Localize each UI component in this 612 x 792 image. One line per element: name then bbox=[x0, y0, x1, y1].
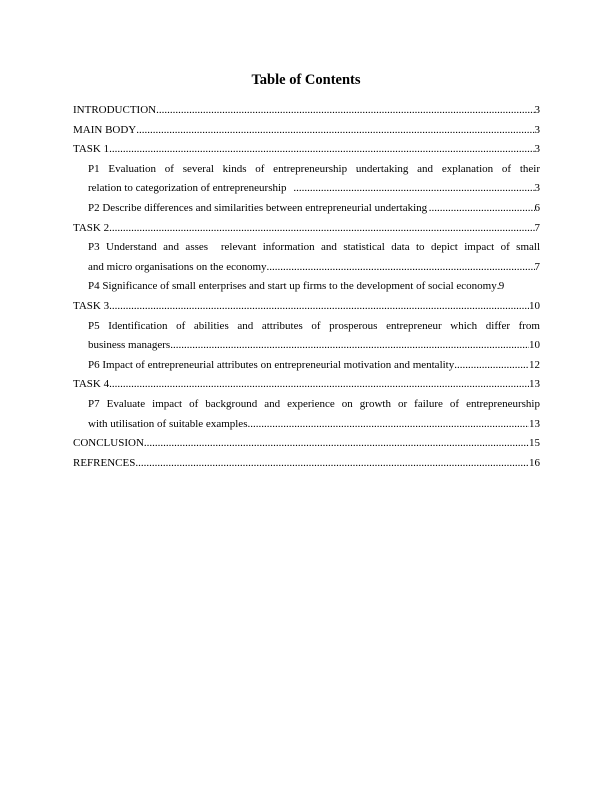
toc-entry-text-line1: P1 Evaluation of several kinds of entrepreneurship undertaking and explanation of their bbox=[88, 162, 540, 175]
toc-entry-text: relation to categorization of entrepreneurship bbox=[88, 182, 287, 195]
toc-page-number: 3 bbox=[534, 104, 540, 116]
toc-entry-task-1[interactable] bbox=[73, 140, 540, 160]
toc-entry-text: MAIN BODY bbox=[73, 123, 137, 136]
toc-entry-text-line1: P5 Identification of abilities and attributes of prosperous entrepreneur which differ from bbox=[88, 319, 540, 332]
toc-entry-p7[interactable] bbox=[73, 395, 540, 434]
toc-entry-text: with utilisation of suitable examples bbox=[88, 417, 248, 430]
toc-entry-p3[interactable] bbox=[73, 238, 540, 277]
toc-page-number: 3 bbox=[534, 143, 540, 156]
toc-entry-text: TASK 4 bbox=[73, 378, 110, 391]
toc-title: Table of Contents bbox=[251, 72, 361, 88]
toc-leader-dots bbox=[109, 375, 529, 395]
toc-page-number: 15 bbox=[529, 437, 540, 450]
toc-entry-references[interactable] bbox=[73, 454, 540, 474]
toc-page-number: 16 bbox=[529, 456, 540, 469]
toc-entry-text: P2 Describe differences and similarities between entrepreneurial undertaking bbox=[88, 201, 428, 214]
toc-leader-dots bbox=[170, 336, 529, 356]
toc-entry-text: TASK 3 bbox=[73, 299, 110, 312]
table-of-contents bbox=[73, 101, 540, 473]
toc-entry-text-line1: P7 Evaluate impact of background and experience on growth or failure of entrepreneurship bbox=[88, 397, 540, 410]
toc-leader-dots bbox=[454, 356, 529, 376]
toc-entry-text: INTRODUCTION bbox=[73, 104, 157, 116]
toc-leader-dots bbox=[109, 297, 529, 317]
toc-leader-dots bbox=[293, 179, 534, 199]
toc-page-number: 7 bbox=[534, 221, 540, 234]
toc-leader-dots bbox=[156, 101, 534, 121]
toc-page-number: 6 bbox=[534, 201, 540, 214]
toc-entry-text: TASK 1 bbox=[73, 143, 110, 156]
toc-page-number: 7 bbox=[534, 260, 540, 273]
toc-page-number: 9 bbox=[498, 280, 505, 293]
toc-entry-p5[interactable] bbox=[73, 317, 540, 356]
toc-entry-text: TASK 2 bbox=[73, 221, 110, 234]
toc-entry-conclusion[interactable] bbox=[73, 434, 540, 454]
toc-entry-p6[interactable] bbox=[73, 356, 540, 376]
toc-page-number: 13 bbox=[529, 417, 540, 430]
toc-page-number: 3 bbox=[534, 182, 540, 195]
toc-entry-text: CONCLUSION bbox=[73, 437, 144, 450]
toc-page-number: 12 bbox=[529, 358, 540, 371]
toc-leader-dots bbox=[144, 434, 529, 454]
toc-leader-dots bbox=[136, 121, 534, 141]
toc-leader-dots bbox=[247, 415, 529, 435]
toc-entry-text: P6 Impact of entrepreneurial attributes on entrepreneurial motivation and mentality bbox=[88, 358, 455, 371]
toc-entry-task-4[interactable] bbox=[73, 375, 540, 395]
toc-page-number: 3 bbox=[534, 123, 540, 136]
toc-leader-dots bbox=[429, 199, 535, 219]
toc-entry-text: REFRENCES bbox=[73, 456, 136, 469]
toc-entry-text: and micro organisations on the economy bbox=[88, 260, 267, 273]
toc-entry-p2[interactable] bbox=[73, 199, 540, 219]
toc-leader-dots bbox=[109, 219, 534, 239]
toc-leader-dots bbox=[135, 454, 529, 474]
toc-entry-p4[interactable] bbox=[73, 277, 540, 297]
toc-entry-p1[interactable] bbox=[73, 160, 540, 199]
toc-entry-text: business managers bbox=[88, 339, 171, 352]
toc-page-number: 13 bbox=[529, 378, 540, 391]
toc-entry-main-body[interactable] bbox=[73, 121, 540, 141]
toc-entry-text-line1: P3 Understand and asses relevant information and statistical data to depict impact of small bbox=[88, 241, 540, 254]
toc-page-number: 10 bbox=[529, 299, 540, 312]
toc-entry-task-2[interactable] bbox=[73, 219, 540, 239]
toc-leader-dots bbox=[109, 140, 534, 160]
toc-leader-dots bbox=[267, 258, 535, 278]
toc-page-number: 10 bbox=[529, 339, 540, 352]
toc-entry-text: P4 Significance of small enterprises and start up firms to the development of social economy bbox=[88, 280, 497, 293]
toc-entry-introduction[interactable] bbox=[73, 101, 540, 121]
toc-entry-task-3[interactable] bbox=[73, 297, 540, 317]
